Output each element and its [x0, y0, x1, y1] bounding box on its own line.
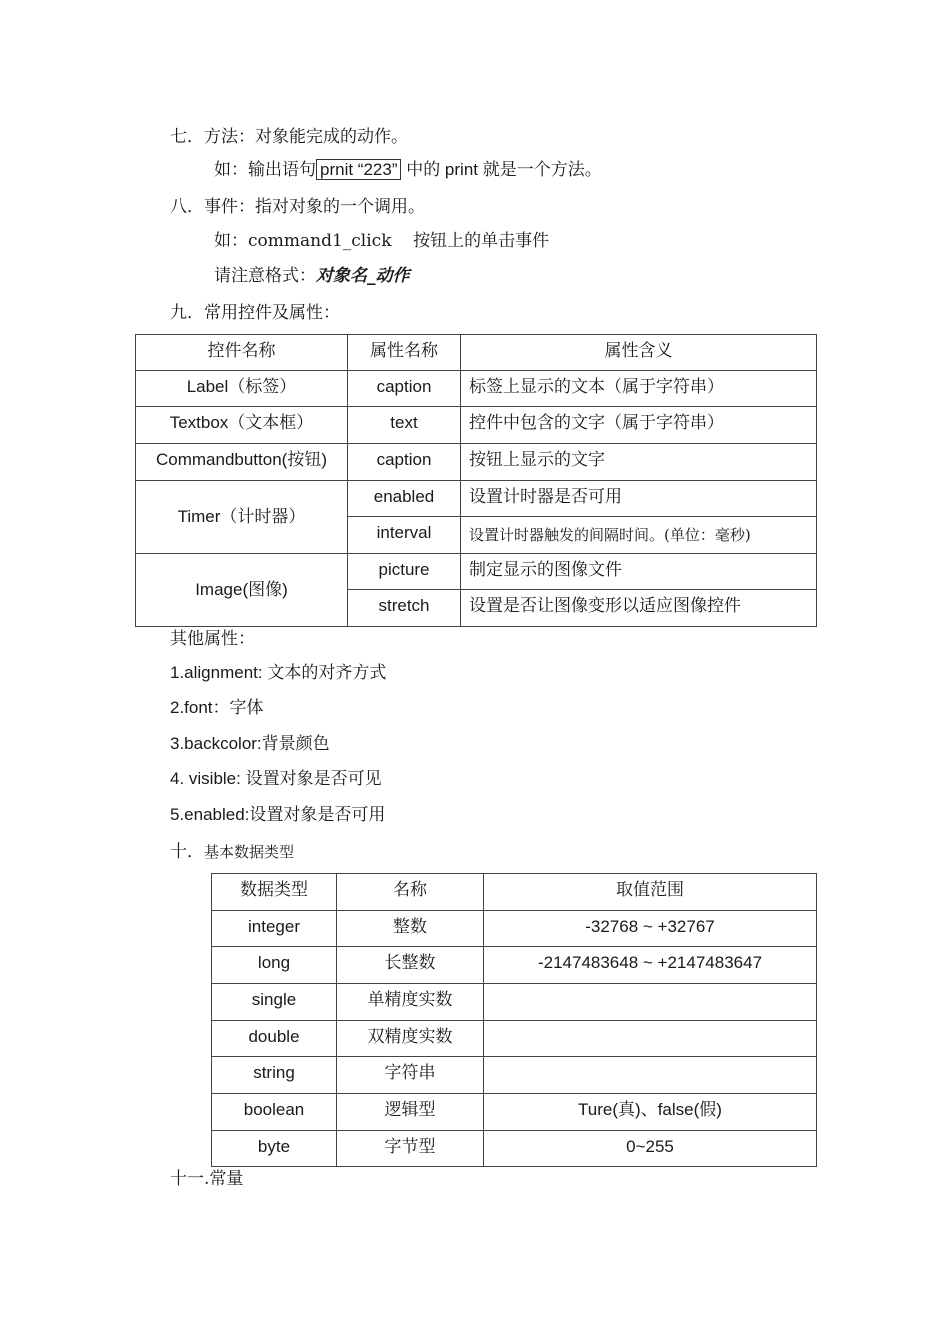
property-name: caption [348, 444, 461, 481]
format-value: 对象名_动作 [316, 266, 410, 286]
property-meaning: 设置计时器触发的间隔时间。(单位：毫秒) [461, 517, 817, 554]
table-row [136, 371, 817, 407]
value-range [484, 1021, 817, 1057]
format-label: 请注意格式： [214, 266, 316, 286]
property-name: caption [348, 371, 461, 407]
section-7-heading: 七．方法：对象能完成的动作。 [170, 127, 408, 147]
section-8-example: 如：command1_click 按钮上的单击事件 [214, 231, 550, 251]
table-header-row [212, 874, 817, 911]
other-property-item: 3.backcolor:背景颜色 [170, 734, 330, 753]
type-name: 长整数 [337, 947, 484, 984]
data-types-table [211, 873, 817, 1167]
other-property-item: 1.alignment: 文本的对齐方式 [170, 663, 387, 682]
section-8-format [214, 265, 410, 287]
property-name: interval [348, 517, 461, 554]
boxed-code: prnit “223” [316, 159, 401, 180]
control-name: Commandbutton(按钮) [136, 444, 348, 481]
control-name: Timer（计时器） [136, 481, 348, 554]
section-11-heading: 十一.常量 [170, 1169, 244, 1189]
control-name: Image(图像) [136, 554, 348, 627]
value-range: -32768 ~ +32767 [484, 911, 817, 947]
section-10-title: 基本数据类型 [204, 843, 295, 861]
type-name: 字符串 [337, 1057, 484, 1094]
property-meaning: 按钮上显示的文字 [461, 444, 817, 481]
property-meaning: 设置计时器是否可用 [461, 481, 817, 517]
data-type: boolean [212, 1094, 337, 1131]
table-row [136, 554, 817, 590]
other-properties-heading: 其他属性： [170, 629, 255, 649]
data-type: integer [212, 911, 337, 947]
header-property-meaning: 属性含义 [461, 335, 817, 371]
section-10-number: 十． [170, 842, 204, 862]
value-range [484, 1057, 817, 1094]
data-type: double [212, 1021, 337, 1057]
data-type: single [212, 984, 337, 1021]
other-property-item: 5.enabled:设置对象是否可用 [170, 805, 386, 824]
control-name: Textbox（文本框） [136, 407, 348, 444]
data-type: byte [212, 1131, 337, 1167]
controls-table [135, 334, 817, 627]
type-name: 字节型 [337, 1131, 484, 1167]
type-name: 双精度实数 [337, 1021, 484, 1057]
property-meaning: 设置是否让图像变形以适应图像控件 [461, 590, 817, 627]
section-10-heading [170, 841, 294, 863]
header-range: 取值范围 [484, 874, 817, 911]
table-row [212, 1094, 817, 1131]
header-name: 名称 [337, 874, 484, 911]
value-range: 0~255 [484, 1131, 817, 1167]
section-9-heading: 九．常用控件及属性： [170, 303, 340, 323]
property-meaning: 控件中包含的文字（属于字符串） [461, 407, 817, 444]
header-control-name: 控件名称 [136, 335, 348, 371]
table-row [212, 1021, 817, 1057]
header-data-type: 数据类型 [212, 874, 337, 911]
other-property-item: 2.font：字体 [170, 698, 264, 717]
type-name: 单精度实数 [337, 984, 484, 1021]
table-row [136, 444, 817, 481]
property-name: stretch [348, 590, 461, 627]
control-name: Label（标签） [136, 371, 348, 407]
value-range: Ture(真)、false(假) [484, 1094, 817, 1131]
table-header-row [136, 335, 817, 371]
table-row [136, 407, 817, 444]
table-row [212, 947, 817, 984]
table-row [212, 911, 817, 947]
property-meaning: 制定显示的图像文件 [461, 554, 817, 590]
data-type: string [212, 1057, 337, 1094]
property-meaning: 标签上显示的文本（属于字符串） [461, 371, 817, 407]
section-8-heading: 八．事件：指对对象的一个调用。 [170, 197, 425, 217]
other-property-item: 4. visible: 设置对象是否可见 [170, 769, 382, 788]
table-row [212, 1131, 817, 1167]
property-name: text [348, 407, 461, 444]
property-name: picture [348, 554, 461, 590]
data-type: long [212, 947, 337, 984]
table-row [136, 481, 817, 517]
example-prefix: 如：输出语句 [214, 160, 316, 180]
value-range: -2147483648 ~ +2147483647 [484, 947, 817, 984]
property-name: enabled [348, 481, 461, 517]
section-7-example [214, 159, 602, 181]
type-name: 逻辑型 [337, 1094, 484, 1131]
type-name: 整数 [337, 911, 484, 947]
header-property-name: 属性名称 [348, 335, 461, 371]
example-suffix: 中的 print 就是一个方法。 [401, 160, 602, 179]
value-range [484, 984, 817, 1021]
table-row [212, 1057, 817, 1094]
table-row [212, 984, 817, 1021]
